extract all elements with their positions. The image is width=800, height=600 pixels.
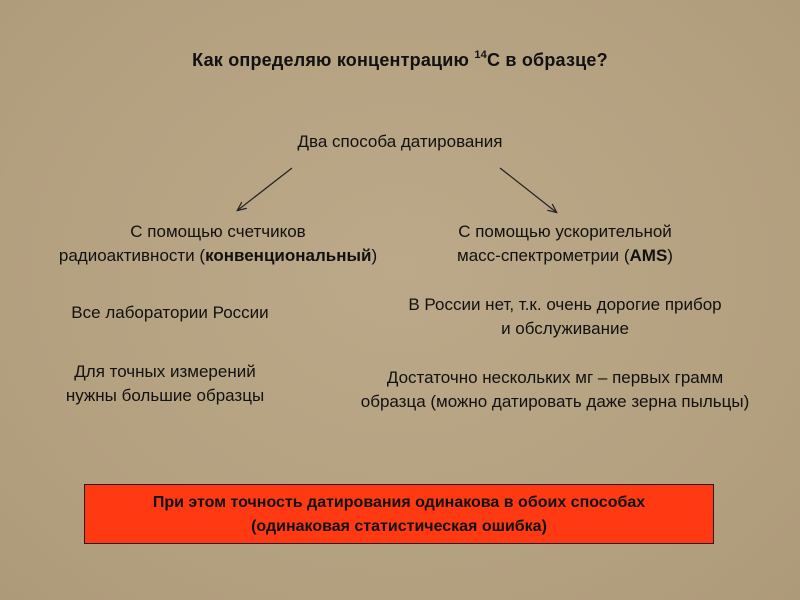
left-size-line2: нужны большие образцы (65, 386, 265, 405)
left-size-line1: Для точных измерений (74, 362, 256, 381)
left-method-line2-pre: радиоактивности ( (58, 246, 206, 265)
note-line2: (одинаковая статистическая ошибка) (251, 518, 547, 535)
title-superscript: 14 (474, 49, 487, 61)
left-method-text (18, 220, 418, 268)
right-labs-text (360, 293, 770, 341)
note-box (84, 484, 714, 544)
right-method-line2-pre: масс-спектрометрии ( (457, 246, 630, 265)
note-line1: При этом точность датирования одинакова в обоих способах (152, 494, 646, 511)
right-size-text (320, 366, 790, 414)
title-suffix: C в образце? (486, 50, 608, 70)
right-labs-line1: В России нет, т.к. очень дорогие прибор (408, 295, 722, 314)
right-method-line2 (410, 244, 720, 268)
arrow-right (500, 168, 556, 212)
title-prefix: Как определяю концентрацию (192, 50, 475, 70)
left-method-line2 (18, 244, 418, 268)
arrow-left (238, 168, 292, 210)
right-size-line2: образца (можно датировать даже зерна пыльцы) (360, 392, 750, 411)
right-method-line1: С помощью ускорительной (458, 222, 672, 241)
slide-subtitle: Два способа датирования (297, 132, 503, 151)
right-method-bold: AMS (629, 246, 668, 265)
right-size-line1: Достаточно нескольких мг – первых грамм (386, 368, 724, 387)
right-method-line2-post: ) (667, 246, 673, 265)
left-labs-text: Все лаборатории России (71, 303, 269, 322)
left-method-line2-post: ) (371, 246, 378, 265)
left-method-bold: конвенциональный (205, 246, 372, 265)
left-method-line1: С помощью счетчиков (130, 222, 306, 241)
right-labs-line2: и обслуживание (501, 319, 629, 338)
left-size-text (20, 360, 310, 408)
right-method-text (410, 220, 720, 268)
